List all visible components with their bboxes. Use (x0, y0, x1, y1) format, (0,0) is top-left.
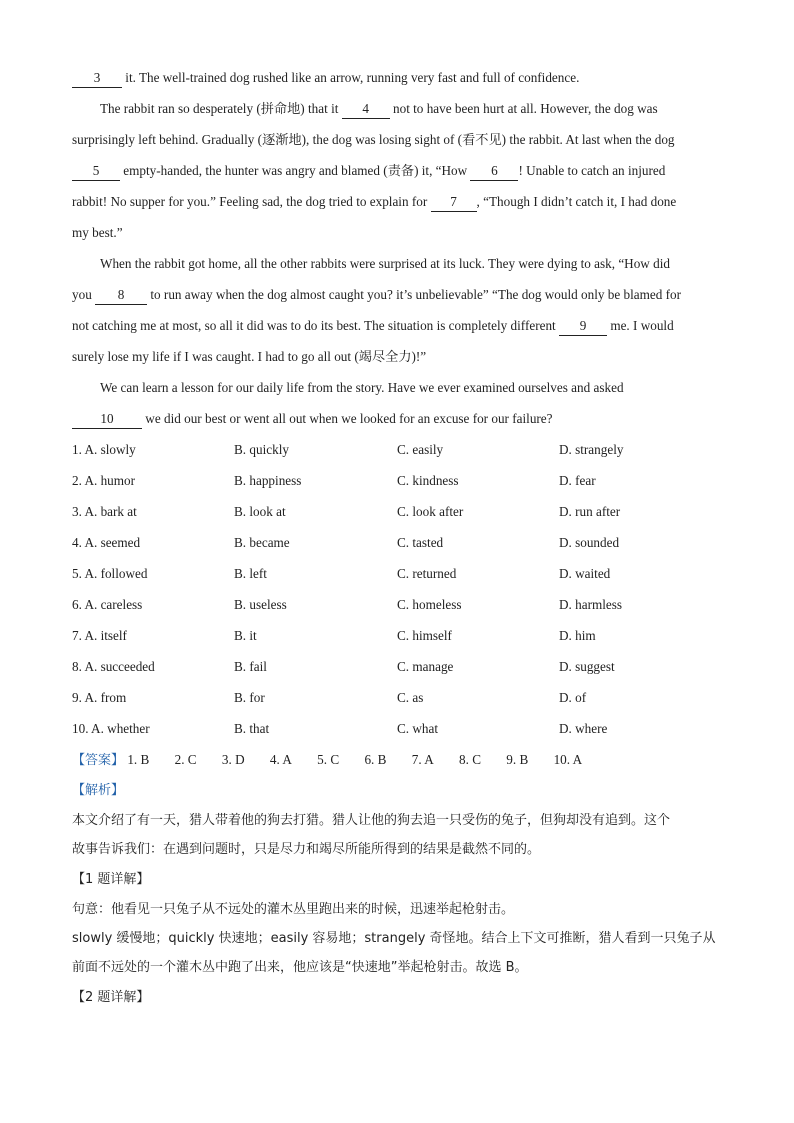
option-c: C. easily (397, 442, 444, 457)
passage-line: The rabbit ran so desperately (拼命地) that it 4 not to have been hurt at all. However, the dog was (72, 93, 722, 124)
answer-item: 2. C (174, 752, 197, 767)
option-row (72, 589, 722, 620)
option-b: B. became (234, 535, 290, 550)
option-d: D. suggest (559, 659, 615, 674)
option-a: 7. A. itself (72, 628, 127, 643)
blank-3: 3 (72, 69, 122, 88)
answer-item: 9. B (506, 752, 529, 767)
question-2-heading: 【2 题详解】 (72, 990, 150, 1005)
option-row (72, 465, 722, 496)
options-list (72, 434, 722, 744)
passage-line: 10 we did our best or went all out when we looked for an excuse for our failure? (72, 403, 722, 434)
option-a: 2. A. humor (72, 473, 136, 488)
question-1-heading: 【1 题详解】 (72, 872, 150, 887)
option-c: C. look after (397, 504, 464, 519)
answer-item: 4. A (269, 752, 292, 767)
option-row (72, 651, 722, 682)
passage-line: surprisingly left behind. Gradually (逐渐地), the dog was losing sight of (看不见) the rabbit. At last when the dog (72, 132, 675, 147)
passage-line: not catching me at most, so all it did was to do its best. The situation is completely different 9 me. I would (72, 310, 722, 341)
option-d: D. run after (559, 504, 621, 519)
option-row (72, 558, 722, 589)
blank-9: 9 (559, 317, 607, 336)
option-a: 10. A. whether (72, 721, 150, 736)
option-row (72, 620, 722, 651)
answer-label: 【答案】 (72, 753, 125, 768)
blank-6: 6 (470, 162, 518, 181)
option-b: B. look at (234, 504, 286, 519)
blank-5: 5 (72, 162, 120, 181)
option-d: D. of (559, 690, 587, 705)
option-b: B. quickly (234, 442, 289, 457)
answer-item: 10. A (553, 752, 583, 767)
option-a: 3. A. bark at (72, 504, 137, 519)
option-row (72, 713, 722, 744)
option-b: B. happiness (234, 473, 302, 488)
option-c: C. returned (397, 566, 457, 581)
option-a: 1. A. slowly (72, 442, 136, 457)
exam-page (72, 62, 722, 1013)
option-row (72, 496, 722, 527)
answer-item: 3. D (221, 752, 245, 767)
passage-line: We can learn a lesson for our daily life from the story. Have we ever examined ourselves and asked (100, 380, 624, 395)
option-row (72, 527, 722, 558)
option-b: B. that (234, 721, 270, 736)
answer-item: 8. C (459, 752, 481, 767)
option-row (72, 682, 722, 713)
passage-line: you 8 to run away when the dog almost caught you? it’s unbelievable” “The dog would only be blamed for (72, 279, 722, 310)
option-a: 5. A. followed (72, 566, 148, 581)
passage-line: 3 it. The well-trained dog rushed like an arrow, running very fast and full of confidence. (72, 62, 722, 93)
option-d: D. harmless (559, 597, 622, 612)
option-row (72, 434, 722, 465)
answer-item: 1. B (127, 752, 150, 767)
blank-10: 10 (72, 410, 142, 429)
option-b: B. left (234, 566, 267, 581)
passage-line: 5 empty-handed, the hunter was angry and blamed (责备) it, “How 6 ! Unable to catch an injured (72, 155, 722, 186)
option-c: C. as (397, 690, 424, 705)
passage-line: When the rabbit got home, all the other rabbits were surprised at its luck. They were dying to ask, “How did (100, 256, 670, 271)
answer-key (72, 744, 722, 775)
option-d: D. fear (559, 473, 596, 488)
analysis-summary-line: 本文介绍了有一天，猎人带着他的狗去打猎。猎人让他的狗去追一只受伤的兔子，但狗却没有追到。这个 (72, 813, 671, 828)
answer-item: 7. A (411, 752, 434, 767)
analysis-summary-line: 故事告诉我们：在遇到问题时，只是尽力和竭尽所能所得到的结果是截然不同的。 (72, 842, 541, 857)
option-c: C. what (397, 721, 439, 736)
option-b: B. fail (234, 659, 267, 674)
option-d: D. where (559, 721, 608, 736)
option-a: 8. A. succeeded (72, 659, 155, 674)
answer-item: 6. B (364, 752, 387, 767)
option-d: D. him (559, 628, 596, 643)
option-c: C. tasted (397, 535, 444, 550)
option-c: C. himself (397, 628, 452, 643)
option-a: 4. A. seemed (72, 535, 141, 550)
option-c: C. kindness (397, 473, 459, 488)
analysis-label: 【解析】 (72, 783, 125, 798)
passage-line: surely lose my life if I was caught. I had to go all out (竭尽全力)!” (72, 349, 427, 364)
option-b: B. for (234, 690, 265, 705)
blank-8: 8 (95, 286, 147, 305)
blank-7: 7 (431, 193, 477, 212)
option-b: B. it (234, 628, 257, 643)
blank-4: 4 (342, 100, 390, 119)
option-d: D. waited (559, 566, 611, 581)
option-c: C. homeless (397, 597, 462, 612)
passage-line: my best.” (72, 225, 123, 240)
question-1-explanation: slowly 缓慢地；quickly 快速地；easily 容易地；strangely 奇怪地。结合上下文可推断，猎人看到一只兔子从 (72, 931, 716, 946)
option-a: 9. A. from (72, 690, 127, 705)
question-1-explanation: 前面不远处的一个灌木丛中跑了出来，他应该是“快速地”举起枪射击。故选 B。 (72, 960, 528, 975)
option-b: B. useless (234, 597, 287, 612)
option-d: D. strangely (559, 442, 624, 457)
option-a: 6. A. careless (72, 597, 143, 612)
option-d: D. sounded (559, 535, 620, 550)
option-c: C. manage (397, 659, 454, 674)
answer-item: 5. C (317, 752, 340, 767)
passage-line: rabbit! No supper for you.” Feeling sad, the dog tried to explain for 7 , “Though I didn’t catch it, I had done (72, 186, 722, 217)
question-1-explanation: 句意：他看见一只兔子从不远处的灌木丛里跑出来的时候，迅速举起枪射击。 (72, 902, 515, 917)
